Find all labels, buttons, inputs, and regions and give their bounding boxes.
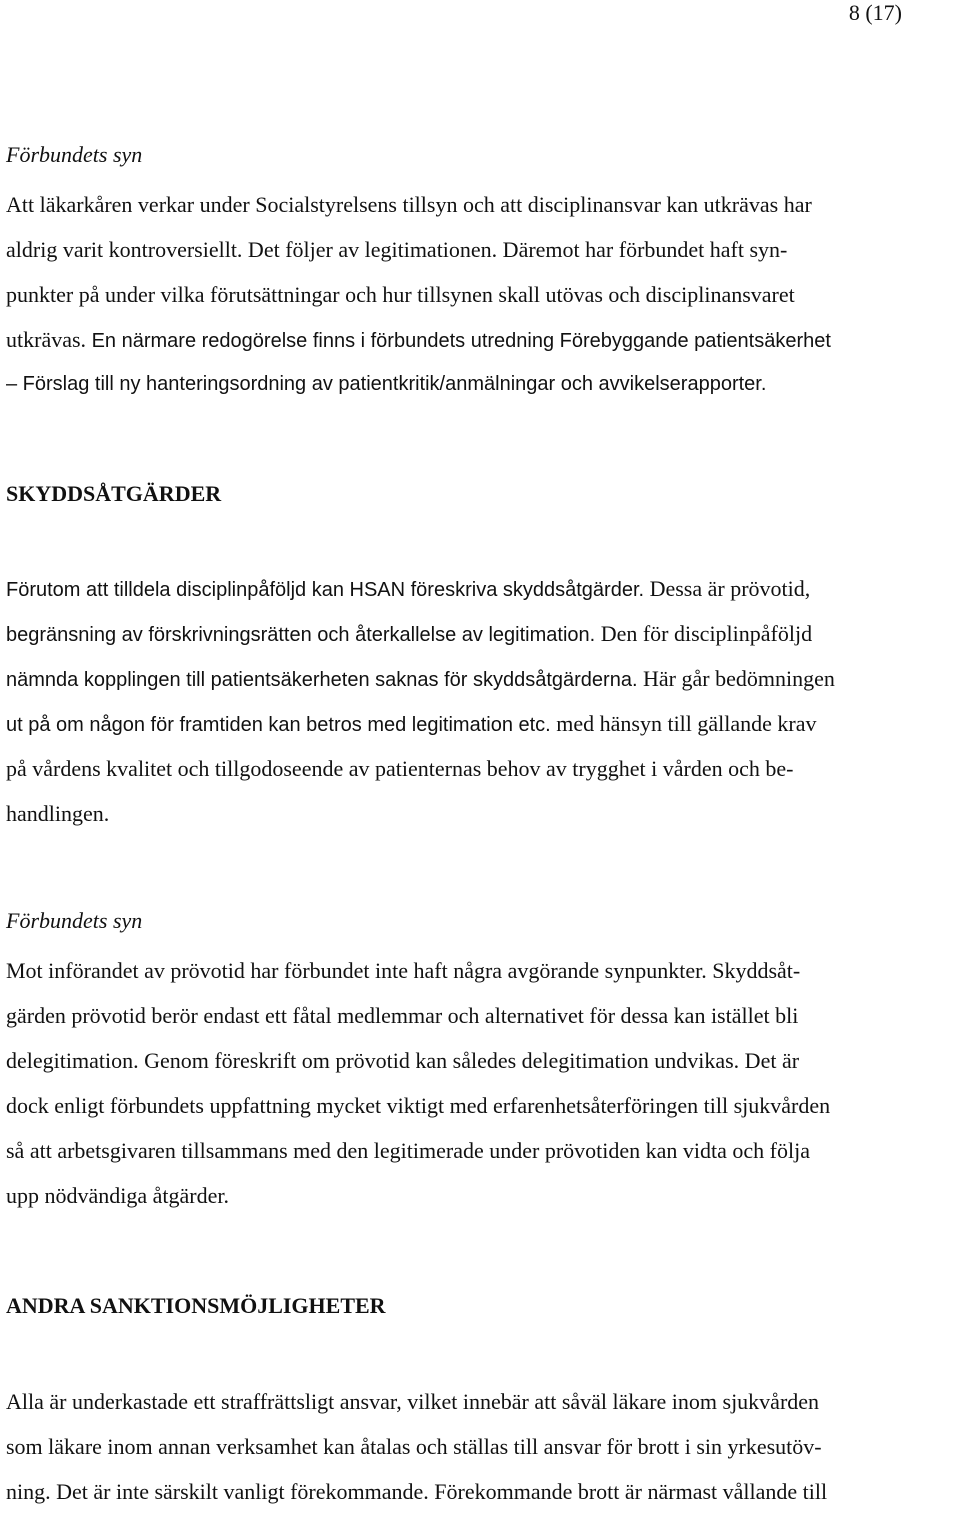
- line-text-serif: utkrävas.: [6, 327, 87, 352]
- line-text-sans: Förutom att tilldela disciplinpåföljd kan HSAN föreskriva skyddsåtgärder.: [6, 579, 645, 601]
- paragraph-line: dock enligt förbundets uppfattning mycket viktigt med erfarenhetsåterföringen till sjukvården: [6, 1093, 831, 1118]
- paragraph-line: Mot införandet av prövotid har förbundet inte haft några avgörande synpunkter. Skyddsåt-: [6, 958, 801, 983]
- paragraph-line: på vårdens kvalitet och tillgodoseende av patienternas behov av trygghet i vården och be-: [6, 756, 794, 781]
- paragraph-skyddsatgarder: [6, 566, 956, 836]
- line-text-serif: Dessa är prövotid,: [644, 576, 811, 601]
- paragraph-line: så att arbetsgivaren tillsammans med den legitimerade under prövotiden kan vidta och följa: [6, 1138, 810, 1163]
- paragraph-line: som läkare inom annan verksamhet kan åtalas och ställas till ansvar för brott i sin yrkesutöv-: [6, 1434, 822, 1459]
- paragraph-line: gärden prövotid berör endast ett fåtal medlemmar och alternativet för dessa kan istället bli: [6, 1003, 799, 1028]
- line-text-sans: nämnda kopplingen till patientsäkerheten saknas för skyddsåtgärderna.: [6, 669, 638, 691]
- line-text-serif: Här går bedömningen: [637, 666, 835, 691]
- paragraph-line: ning. Det är inte särskilt vanligt förekommande. Förekommande brott är närmast vållande till: [6, 1479, 828, 1504]
- paragraph-line: [6, 566, 956, 611]
- line-text-serif: med hänsyn till gällande krav: [550, 711, 817, 736]
- paragraph-line: aldrig varit kontroversiellt. Det följer av legitimationen. Däremot har förbundet haft syn-: [6, 237, 788, 262]
- section-heading: ANDRA SANKTIONSMÖJLIGHETER: [6, 1293, 386, 1318]
- paragraph-line: [6, 611, 956, 656]
- section-heading: Förbundets syn: [6, 908, 143, 933]
- paragraph-line: upp nödvändiga åtgärder.: [6, 1183, 229, 1208]
- paragraph-tillsyn: [6, 182, 956, 407]
- paragraph-line: punkter på under vilka förutsättningar och hur tillsynen skall utövas och disciplinansvaret: [6, 282, 795, 307]
- paragraph-line: handlingen.: [6, 801, 110, 826]
- paragraph-line: – Förslag till ny hanteringsordning av patientkritik/anmälningar och avvikelserapporter.: [6, 373, 767, 395]
- section-andra-sanktionsmojligheter: [6, 1291, 956, 1321]
- line-text-serif: Den för disciplinpåföljd: [595, 621, 813, 646]
- paragraph-line: delegitimation. Genom föreskrift om prövotid kan således delegitimation undvikas. Det är: [6, 1048, 800, 1073]
- section-heading: SKYDDSÅTGÄRDER: [6, 481, 222, 506]
- section-skyddsatgarder: [6, 479, 956, 509]
- section-heading: Förbundets syn: [6, 142, 143, 167]
- line-text-sans: ut på om någon för framtiden kan betros med legitimation etc.: [6, 714, 551, 736]
- page-number: 8 (17): [848, 0, 902, 25]
- paragraph-straffratt: [6, 1379, 956, 1514]
- paragraph-provotid: [6, 948, 956, 1218]
- section-forbundets-syn-1: [6, 140, 956, 170]
- paragraph-line: Alla är underkastade ett straffrättsligt ansvar, vilket innebär att såväl läkare inom sjukvården: [6, 1389, 820, 1414]
- paragraph-line: [6, 317, 956, 362]
- paragraph-line: [6, 656, 956, 701]
- section-forbundets-syn-2: [6, 906, 956, 936]
- line-text-sans: begränsning av förskrivningsrätten och återkallelse av legitimation.: [6, 624, 596, 646]
- paragraph-line: [6, 701, 956, 746]
- paragraph-line: Att läkarkåren verkar under Socialstyrelsens tillsyn och att disciplinansvar kan utkrävas har: [6, 192, 812, 217]
- line-text-sans: En närmare redogörelse finns i förbundets utredning Förebyggande patientsäkerhet: [86, 330, 831, 352]
